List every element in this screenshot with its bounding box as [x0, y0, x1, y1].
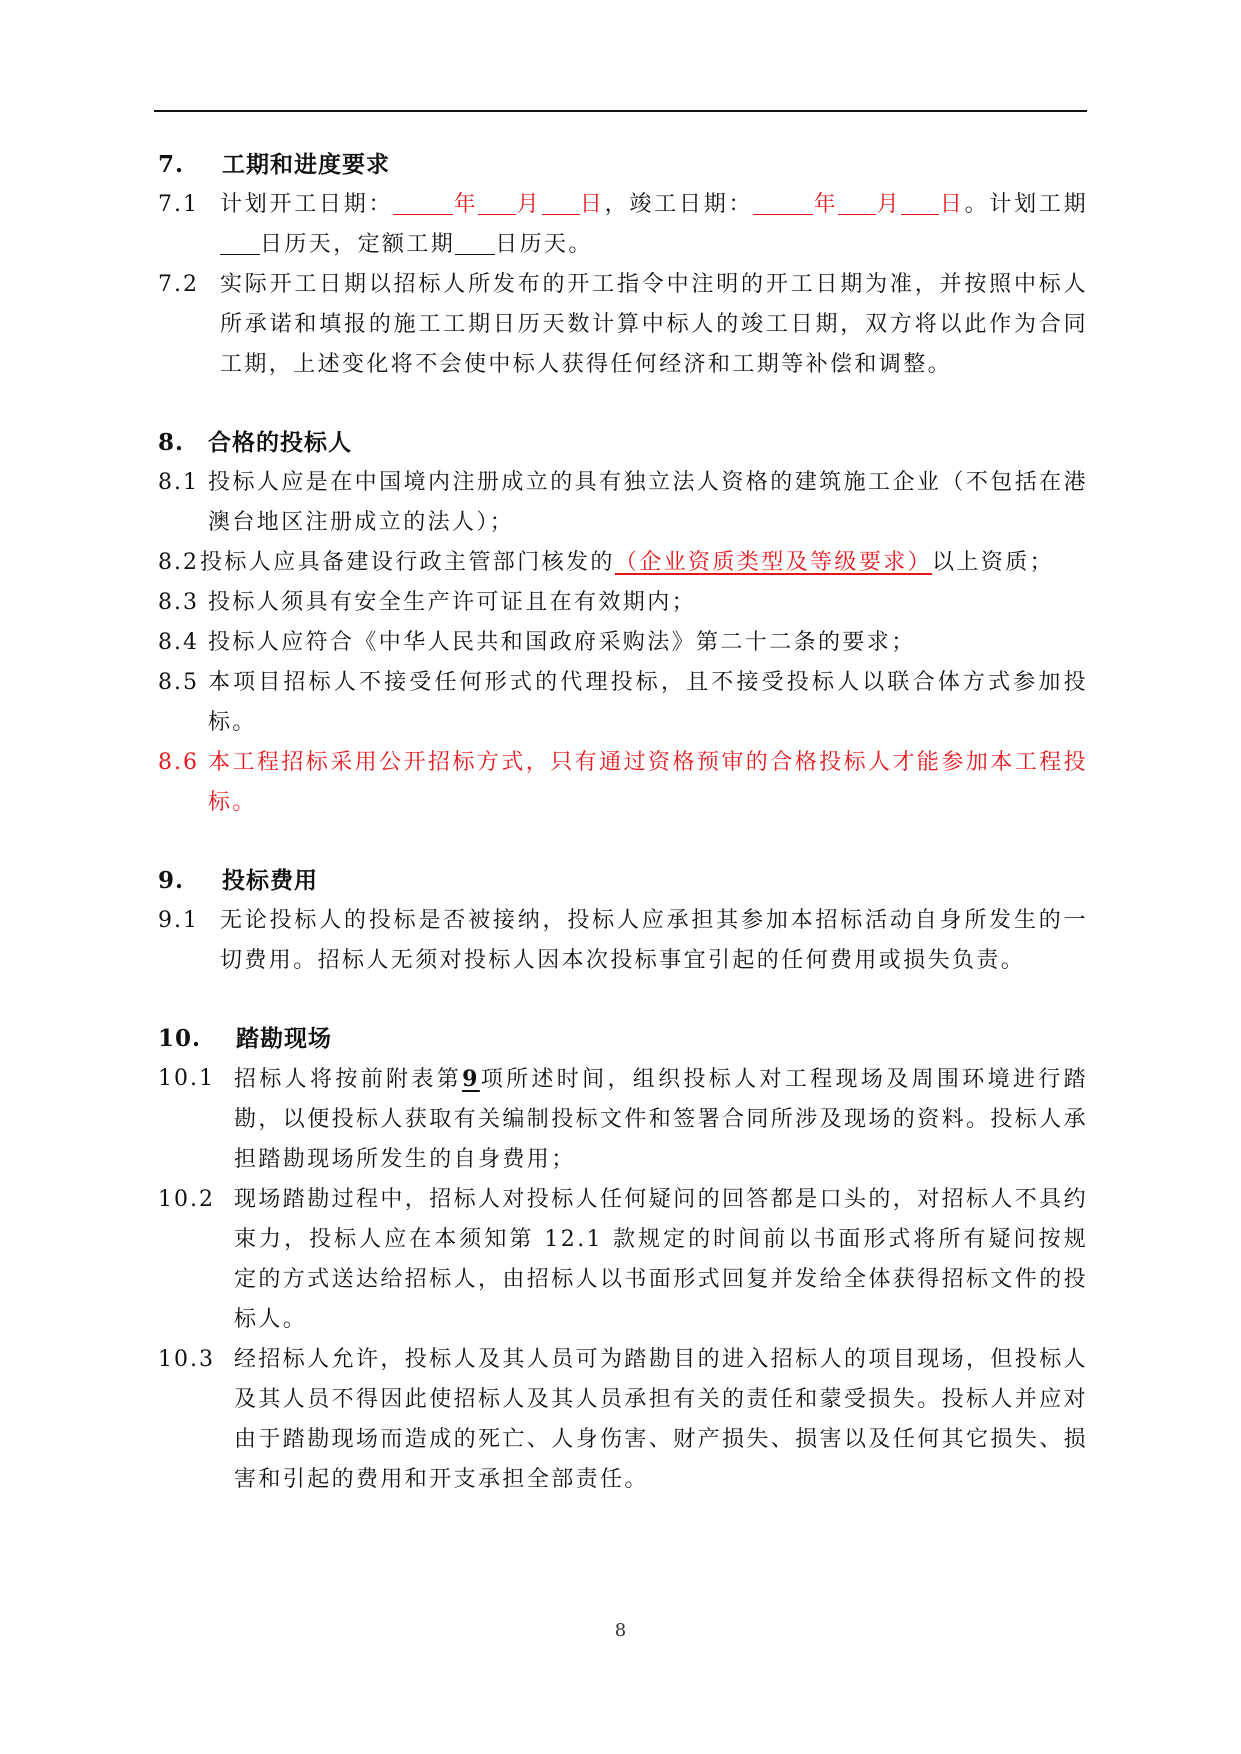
clause-text: 计划开工日期： — [220, 192, 394, 217]
section-number: 7. — [158, 151, 185, 178]
clause-text: 实际开工日期以招标人所发布的开工指令中注明的开工日期为准，并按照中标人所承诺和填报的施工工期日历天数计算中标人的竣工日期，双方将以此作为合同工期，上述变化将不会使中标人获得任何经济和工期等补偿和调整。 — [220, 272, 1088, 377]
section-9 — [158, 861, 1088, 981]
page-number: 8 — [614, 1620, 627, 1641]
year-label: 年 — [813, 192, 839, 217]
year-label: 年 — [453, 192, 479, 217]
clause-text: 本工程招标采用公开招标方式，只有通过资格预审的合格投标人才能参加本工程投标。 — [208, 750, 1088, 815]
section-title: 投标费用 — [222, 867, 318, 894]
blank-field — [393, 213, 453, 215]
section-number: 8. — [158, 429, 185, 456]
blank-field — [753, 213, 813, 215]
clause-10-1 — [158, 1059, 1088, 1180]
clause-number: 8.4 — [158, 630, 199, 655]
section-title: 踏勘现场 — [236, 1025, 332, 1052]
clause-8-6 — [158, 743, 1088, 823]
clause-number: 8.1 — [158, 470, 199, 495]
clause-8-4 — [158, 623, 1088, 663]
clause-number: 7.1 — [158, 192, 199, 217]
section-number: 10. — [158, 1025, 202, 1052]
month-label: 月 — [516, 192, 542, 217]
day-label: 日 — [939, 192, 965, 217]
clause-text: 以上资质； — [932, 550, 1055, 575]
section-10 — [158, 1019, 1088, 1500]
clause-text: 投标人须具有安全生产许可证且在有效期内； — [208, 590, 697, 615]
blank-field — [901, 213, 939, 215]
clause-number: 10.1 — [158, 1066, 215, 1091]
header-rule — [154, 110, 1087, 112]
clause-number: 7.2 — [158, 272, 199, 297]
clause-8-5 — [158, 663, 1088, 743]
section-number: 9. — [158, 867, 185, 894]
clause-10-2 — [158, 1180, 1088, 1340]
clause-8-3 — [158, 583, 1088, 623]
clause-text: 本项目招标人不接受任何形式的代理投标，且不接受投标人以联合体方式参加投标。 — [208, 670, 1088, 735]
qualification-requirement: （企业资质类型及等级要求） — [614, 550, 933, 575]
clause-7-1 — [158, 185, 1088, 265]
clause-number: 10.2 — [158, 1187, 215, 1212]
blank-field — [542, 213, 580, 215]
month-label: 月 — [876, 192, 902, 217]
section-7 — [158, 145, 1088, 385]
clause-number: 9.1 — [158, 908, 199, 933]
clause-number: 8.6 — [158, 750, 199, 775]
clause-10-3 — [158, 1340, 1088, 1500]
clause-text: 经招标人允许，投标人及其人员可为踏勘目的进入招标人的项目现场，但投标人及其人员不得因此使招标人及其人员承担有关的责任和蒙受损失。投标人并应对由于踏勘现场而造成的死亡、人身伤害、财产损失、损害以及任何其它损失、损害和引起的费用和开支承担全部责任。 — [234, 1347, 1089, 1492]
blank-field — [220, 253, 260, 255]
clause-text: 投标人应具备建设行政主管部门核发的 — [200, 550, 615, 575]
clause-text: 日历天。 — [495, 232, 593, 257]
clause-number: 8.5 — [158, 670, 199, 695]
blank-field — [838, 213, 876, 215]
item-reference: 9 — [462, 1066, 480, 1092]
clause-9-1 — [158, 901, 1088, 981]
clause-text: 现场踏勘过程中，招标人对投标人任何疑问的回答都是口头的，对招标人不具约束力，投标人应在本须知第 12.1 款规定的时间前以书面形式将所有疑问按规定的方式送达给招标人，由招标人以书面形式回复并发给全体获得招标文件的投标人。 — [234, 1187, 1089, 1332]
clause-text: 日历天，定额工期 — [260, 232, 456, 257]
clause-8-2 — [158, 543, 1088, 583]
clause-number: 10.3 — [158, 1347, 215, 1372]
clause-text: 。计划工期 — [964, 192, 1089, 217]
section-heading — [158, 145, 1088, 185]
section-heading — [158, 861, 1088, 901]
document-body — [158, 145, 1088, 1538]
clause-text: 项所述时间，组织投标人对工程现场及周围环境进行踏勘，以便投标人获取有关编制投标文件和签署合同所涉及现场的资料。投标人承担踏勘现场所发生的自身费用； — [234, 1067, 1089, 1172]
clause-text: 投标人应符合《中华人民共和国政府采购法》第二十二条的要求； — [208, 630, 916, 655]
section-8 — [158, 423, 1088, 823]
section-title: 工期和进度要求 — [222, 151, 390, 178]
clause-text: ，竣工日期： — [604, 192, 754, 217]
section-title: 合格的投标人 — [208, 429, 352, 456]
blank-field — [455, 253, 495, 255]
blank-field — [478, 213, 516, 215]
clause-text: 投标人应是在中国境内注册成立的具有独立法人资格的建筑施工企业（不包括在港澳台地区注册成立的法人）； — [208, 470, 1088, 535]
clause-8-1 — [158, 463, 1088, 543]
clause-number: 8.3 — [158, 590, 199, 615]
clause-number: 8.2 — [158, 550, 199, 575]
clause-text: 无论投标人的投标是否被接纳，投标人应承担其参加本招标活动自身所发生的一切费用。招标人无须对投标人因本次投标事宜引起的任何费用或损失负责。 — [220, 908, 1088, 973]
section-heading — [158, 423, 1088, 463]
section-heading — [158, 1019, 1088, 1059]
clause-text: 招标人将按前附表第 — [234, 1067, 463, 1092]
clause-7-2 — [158, 265, 1088, 385]
day-label: 日 — [579, 192, 605, 217]
